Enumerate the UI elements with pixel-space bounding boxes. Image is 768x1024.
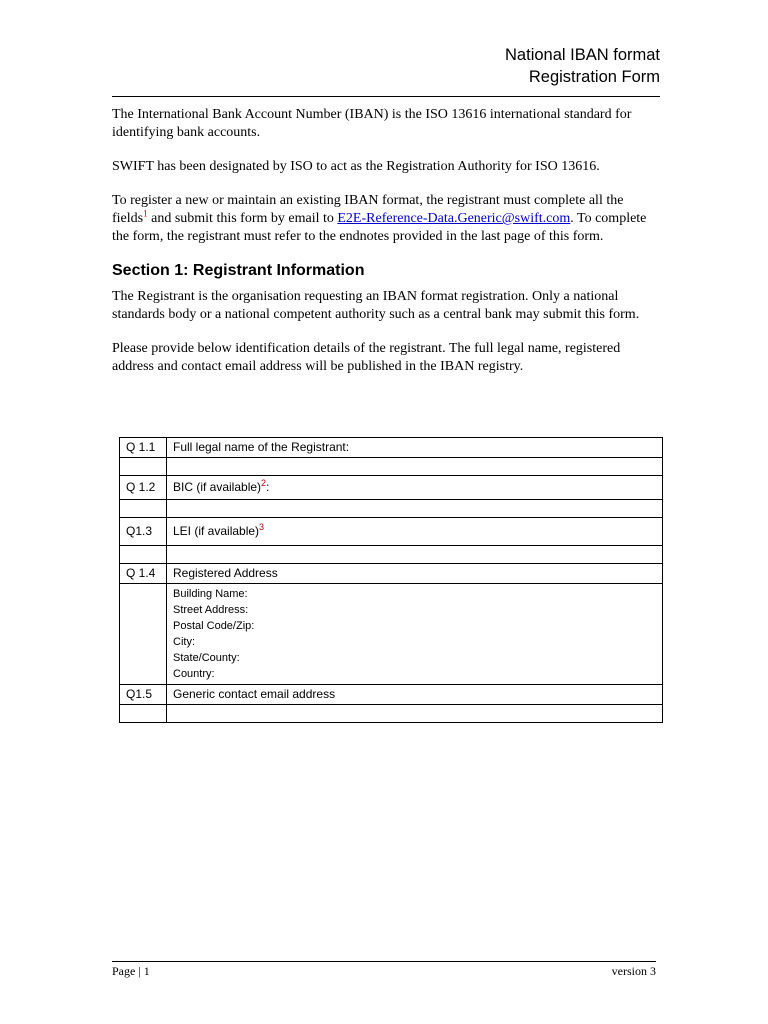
q14-number: Q 1.4 bbox=[120, 564, 167, 584]
intro-paragraph-2: SWIFT has been designated by ISO to act as the Registration Authority for ISO 13616. bbox=[112, 159, 600, 174]
q14-row bbox=[120, 564, 663, 584]
street-address-label: Street Address: bbox=[173, 604, 249, 616]
q13-answer-field[interactable] bbox=[167, 546, 663, 564]
endnote-marker-2[interactable]: 2 bbox=[261, 478, 267, 488]
q11-row bbox=[120, 438, 663, 458]
endnote-marker-1[interactable]: 1 bbox=[143, 208, 148, 219]
registrant-form-table bbox=[119, 437, 663, 723]
q11-number: Q 1.1 bbox=[120, 438, 167, 458]
intro-p3-text-b: and submit this form by email to bbox=[147, 211, 338, 226]
page-number: Page | 1 bbox=[112, 964, 150, 978]
q14-label: Registered Address bbox=[167, 564, 663, 584]
q15-answer-row bbox=[120, 705, 663, 723]
q14-address-fields[interactable] bbox=[167, 584, 663, 685]
intro-p3-text-a: To register a new or maintain an existing IBAN format, the registrant must complete all the fields bbox=[112, 193, 624, 226]
q13-answer-row bbox=[120, 546, 663, 564]
page-footer bbox=[112, 961, 656, 979]
q12-row bbox=[120, 476, 663, 500]
q13-answer-num-cell bbox=[120, 546, 167, 564]
building-name-label: Building Name: bbox=[173, 588, 248, 600]
intro-paragraph-1: The International Bank Account Number (IBAN) is the ISO 13616 international standard for identifying bank accounts. bbox=[112, 107, 632, 140]
section-1-heading: Section 1: Registrant Information bbox=[112, 262, 365, 279]
q12-answer-field[interactable] bbox=[167, 500, 663, 518]
endnote-marker-3[interactable]: 3 bbox=[259, 522, 265, 532]
state-county-label: State/County: bbox=[173, 652, 240, 664]
q12-number: Q 1.2 bbox=[120, 476, 167, 500]
q14-answer-num-cell bbox=[120, 584, 167, 685]
document-body bbox=[112, 106, 660, 392]
q15-answer-num-cell bbox=[120, 705, 167, 723]
q11-answer-num-cell bbox=[120, 458, 167, 476]
q12-label: BIC (if available) bbox=[173, 480, 262, 494]
q13-label: LEI (if available) bbox=[173, 524, 260, 538]
q13-number: Q1.3 bbox=[120, 518, 167, 546]
city-label: City: bbox=[173, 636, 195, 648]
header-title-line2: Registration Form bbox=[528, 68, 660, 86]
version-label: version 3 bbox=[611, 964, 656, 978]
q12-answer-num-cell bbox=[120, 500, 167, 518]
q15-label: Generic contact email address bbox=[167, 685, 663, 705]
q12-answer-row bbox=[120, 500, 663, 518]
q15-number: Q1.5 bbox=[120, 685, 167, 705]
intro-paragraph-3 bbox=[112, 192, 660, 246]
intro-p3-text-c: . To complete the form, the registrant must refer to the endnotes provided in the last page of this form. bbox=[112, 211, 647, 244]
q11-answer-field[interactable] bbox=[167, 458, 663, 476]
q12-label-cell bbox=[167, 476, 663, 500]
q11-label: Full legal name of the Registrant: bbox=[167, 438, 663, 458]
postal-code-label: Postal Code/Zip: bbox=[173, 620, 255, 632]
q13-label-cell bbox=[167, 518, 663, 546]
q12-label-suffix: : bbox=[266, 480, 270, 494]
q13-row bbox=[120, 518, 663, 546]
section-1-paragraph-1: The Registrant is the organisation requesting an IBAN format registration. Only a national standards body or a national competent authority such as a central bank may submit this form. bbox=[112, 289, 640, 322]
document-header bbox=[112, 44, 660, 97]
q11-answer-row bbox=[120, 458, 663, 476]
header-title-line1: National IBAN format bbox=[505, 46, 660, 64]
q15-row bbox=[120, 685, 663, 705]
q15-answer-field[interactable] bbox=[167, 705, 663, 723]
q14-answer-row bbox=[120, 584, 663, 685]
section-1-paragraph-2: Please provide below identification details of the registrant. The full legal name, registered address and contact email address will be published in the IBAN registry. bbox=[112, 341, 621, 374]
email-link[interactable]: E2E-Reference-Data.Generic@swift.com bbox=[337, 211, 571, 226]
country-label: Country: bbox=[173, 668, 215, 680]
